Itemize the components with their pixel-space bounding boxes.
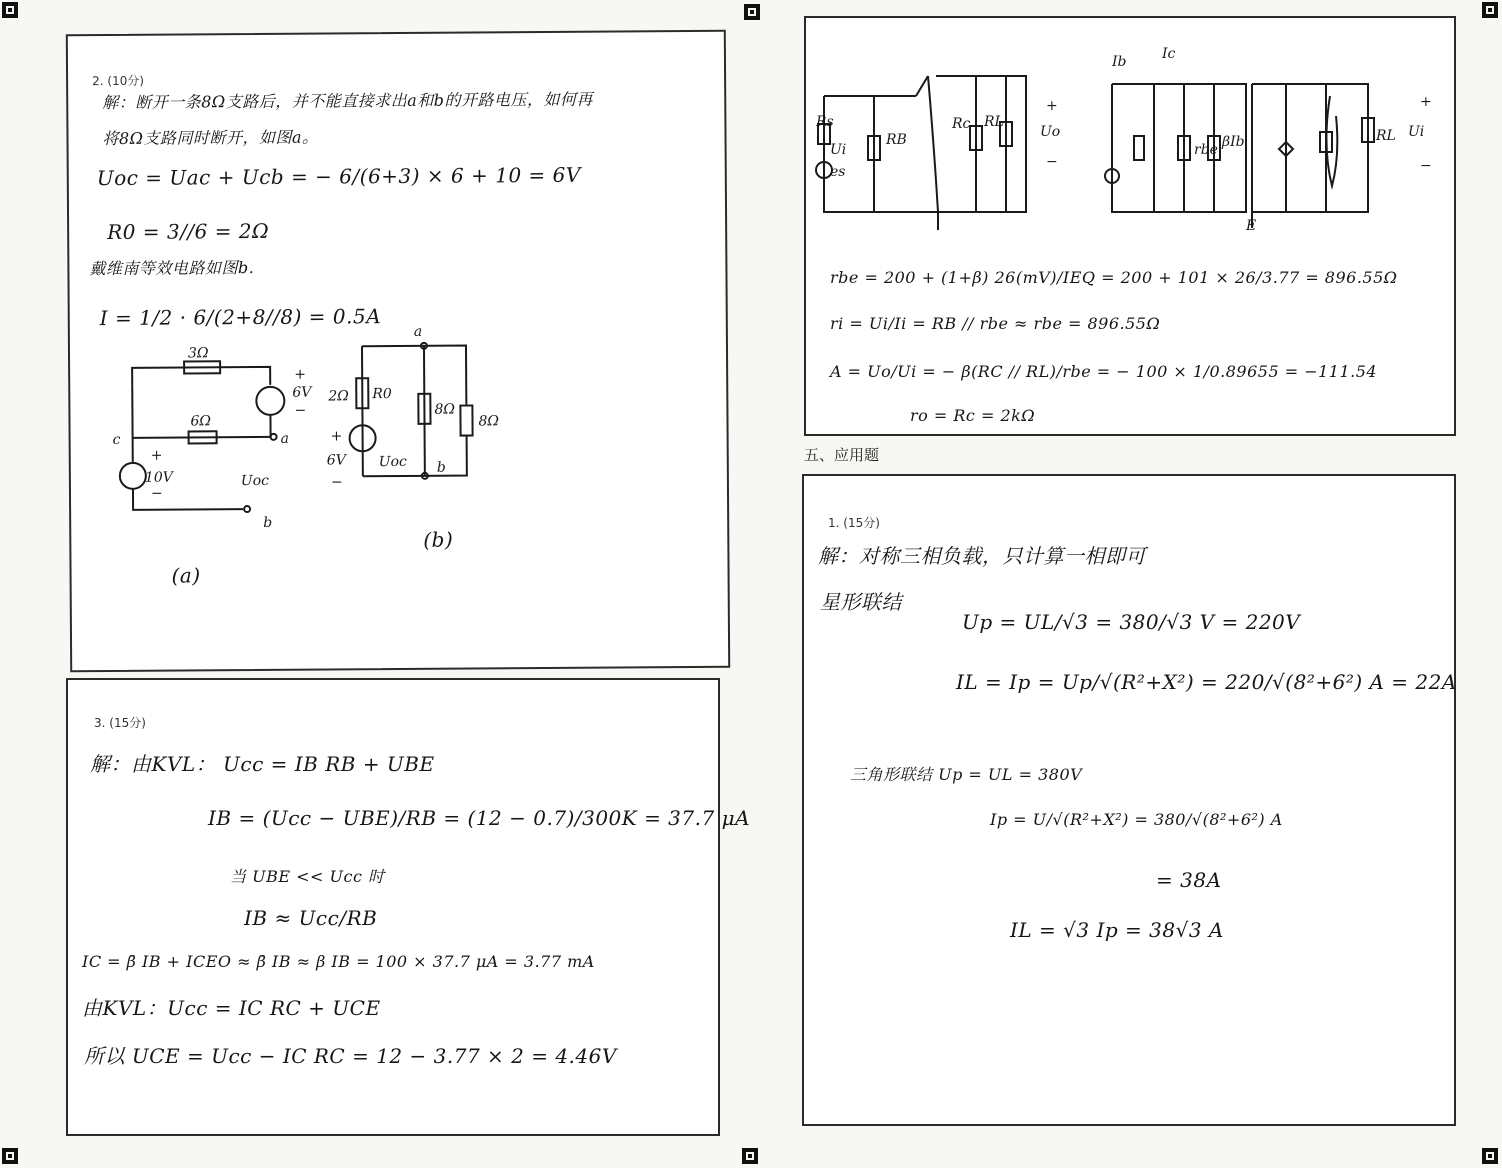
ckt-label-es: es	[830, 164, 846, 180]
ckt-label-ib: Ib	[1112, 54, 1127, 70]
handwritten-line: ri = Ui/Ii = RB // rbe ≈ rbe = 896.55Ω	[830, 314, 1161, 333]
handwritten-line: 星形联结	[820, 590, 902, 614]
ckt-label-rs: Rs	[816, 114, 834, 130]
figure-a-caption: (a)	[171, 563, 201, 588]
fig-a-label-r-top: 3Ω	[187, 345, 209, 362]
fig-b-label-v: 6V	[326, 452, 346, 469]
figure-b-caption: (b)	[423, 527, 454, 552]
handwritten-line: IL = Ip = Up/√(R²+X²) = 220/√(8²+6²) A = 22A	[956, 670, 1457, 694]
fig-b-label-r0: R0	[372, 386, 392, 403]
question-label: 1. (15分)	[828, 516, 880, 530]
ckt-label-ic: Ic	[1162, 46, 1176, 62]
corner-marker-top-middle	[744, 4, 760, 20]
handwritten-line: 解：断开一条8Ω支路后，并不能直接求出a和b的开路电压，如何再	[102, 89, 594, 113]
fig-a-label-v-left: 10V	[144, 469, 173, 486]
fig-a-label-v-right: 6V	[292, 384, 312, 401]
fig-a-label-r-mid: 6Ω	[190, 413, 212, 430]
handwritten-line: A = Uo/Ui = − β(RC // RL)/rbe = − 100 × 1/0.89655 = −111.54	[830, 362, 1378, 381]
fig-a-label-plus-right: +	[294, 366, 306, 383]
handwritten-line: 所以 UCE = Ucc − IC RC = 12 − 3.77 × 2 = 4.46V	[84, 1044, 617, 1068]
corner-marker-top-left	[2, 2, 18, 18]
corner-marker-bottom-middle	[742, 1148, 758, 1164]
handwritten-line: IC = β̄ IB + ICEO ≈ β̄ IB ≈ β IB = 100 × 37.7 μA = 3.77 mA	[82, 952, 595, 971]
fig-b-label-plus: +	[330, 428, 343, 445]
handwritten-line: Up = UL/√3 = 380/√3 V = 220V	[962, 610, 1301, 634]
fig-a-node-b: b	[263, 514, 273, 531]
fig-b-label-r0-val: 2Ω	[328, 388, 349, 405]
handwritten-line: IL = √3 Ip = 38√3 A	[1010, 918, 1224, 942]
handwritten-line: 解：对称三相负载，只计算一相即可	[818, 544, 1146, 568]
fig-b-node-a: a	[413, 323, 423, 340]
answer-box-q3	[66, 678, 751, 1136]
ckt-label-rbe: rbe	[1194, 142, 1218, 158]
handwritten-line: 戴维南等效电路如图b.	[89, 258, 255, 279]
fig-a-node-a: a	[280, 430, 290, 447]
fig-a-label-minus-right: −	[294, 402, 307, 419]
handwritten-line: 将8Ω支路同时断开，如图a。	[102, 127, 319, 149]
ckt-label-minus-out: −	[1046, 154, 1058, 170]
handwritten-line: IB ≈ Ucc/RB	[244, 906, 378, 930]
ckt-label-plus-out: +	[1046, 98, 1058, 114]
ckt-label-rb: RB	[886, 132, 907, 148]
fig-b-label-minus: −	[330, 474, 343, 491]
handwritten-line: R0 = 3//6 = 2Ω	[107, 218, 270, 245]
answer-box-q2	[66, 30, 730, 673]
fig-b-label-uoc: Uoc	[378, 453, 407, 471]
corner-marker-bottom-left	[2, 1148, 18, 1164]
handwritten-line: Ip = U/√(R²+X²) = 380/√(8²+6²) A	[990, 810, 1283, 829]
ckt-label-e: E	[1246, 218, 1257, 234]
ckt-label-rc: Rc	[952, 116, 971, 132]
corner-marker-bottom-right	[1482, 1148, 1498, 1164]
corner-marker-top-right	[1482, 2, 1498, 18]
handwritten-line: ro = Rc = 2kΩ	[910, 406, 1036, 425]
fig-a-label-minus-left: −	[150, 485, 163, 502]
ckt-label-plus-right: +	[1420, 94, 1432, 110]
fig-b-node-b: b	[436, 459, 446, 476]
circuit-small-signal	[816, 36, 1446, 236]
handwritten-line: = 38A	[1156, 868, 1222, 892]
handwritten-line: IB = (Ucc − UBE)/RB = (12 − 0.7)/300K = 37.7 μA	[208, 806, 751, 830]
section-title: 五、应用题	[804, 446, 880, 464]
handwritten-line: Uoc = Uac + Ucb = − 6/(6+3) × 6 + 10 = 6V	[96, 162, 581, 191]
answer-box-transistor	[804, 16, 1456, 436]
handwritten-line: I = 1/2 · 6/(2+8//8) = 0.5A	[99, 304, 382, 331]
ckt-label-minus-right: −	[1420, 158, 1432, 174]
circuit-figure-b	[326, 325, 557, 497]
fig-b-label-r-mid: 8Ω	[434, 401, 455, 418]
handwritten-line: 解：由KVL： Ucc = IB RB + UBE	[90, 752, 435, 776]
question-label: 3. (15分)	[94, 716, 146, 730]
handwritten-line: 由KVL：Ucc = IC RC + UCE	[82, 996, 381, 1020]
handwritten-line: rbe = 200 + (1+β) 26(mV)/IEQ = 200 + 101 × 26/3.77 = 896.55Ω	[830, 268, 1398, 287]
ckt-label-rl: RL	[984, 114, 1004, 130]
fig-b-label-r-right: 8Ω	[478, 413, 500, 430]
ckt-label-rl-right: RL	[1376, 128, 1396, 144]
fig-a-node-c: c	[112, 431, 121, 448]
ckt-label-uo: Uo	[1040, 124, 1061, 140]
fig-a-label-plus-left: +	[150, 447, 163, 464]
ckt-label-ui-right: Ui	[1408, 124, 1425, 140]
ckt-label-beta-ib: βIb	[1222, 134, 1245, 150]
handwritten-line: 当 UBE << Ucc 时	[230, 867, 385, 886]
fig-a-label-uoc: Uoc	[240, 472, 270, 490]
circuit-figure-a	[110, 345, 312, 531]
question-label: 2. (10分)	[92, 73, 145, 89]
ckt-label-ui: Ui	[830, 142, 847, 158]
answer-box-application	[802, 474, 1456, 1126]
handwritten-line: 三角形联结 Up = UL = 380V	[850, 765, 1083, 784]
